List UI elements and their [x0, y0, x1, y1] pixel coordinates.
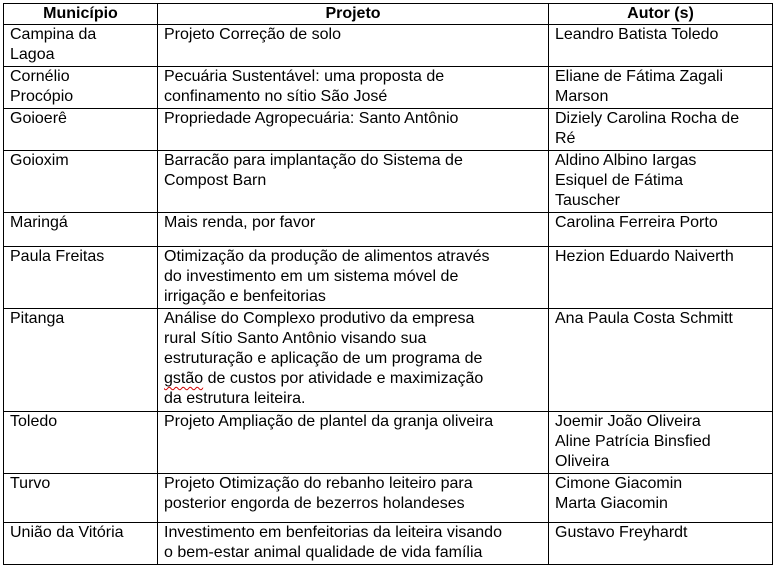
- table-row: [4, 109, 773, 151]
- cell-text-line: Marson: [555, 88, 609, 105]
- cell-text-line: estruturação e aplicação de um programa de: [164, 350, 483, 367]
- table-row: [4, 309, 773, 412]
- misspelled-word: gstão: [164, 370, 204, 387]
- cell-text-line: Tauscher: [555, 192, 620, 209]
- cell-text-line: irrigação e benfeitorias: [164, 288, 326, 305]
- cell-text-line: Análise do Complexo produtivo da empresa: [164, 310, 475, 327]
- cell-autor: [549, 474, 773, 523]
- cell-text-line: da estrutura leiteira.: [164, 390, 306, 407]
- table-row: [4, 213, 773, 247]
- cell-municipio: [4, 412, 158, 474]
- cell-text-line: Projeto Ampliação de plantel da granja oliveira: [164, 413, 494, 430]
- cell-text-line: Mais renda, por favor: [164, 214, 316, 231]
- cell-text-line: Leandro Batista Toledo: [555, 26, 719, 43]
- cell-text-line: Marta Giacomin: [555, 495, 668, 512]
- cell-autor: [549, 151, 773, 213]
- cell-text-line: do investimento em um sistema móvel de: [164, 268, 459, 285]
- cell-text-line: Ré: [555, 130, 576, 147]
- cell-municipio: [4, 109, 158, 151]
- cell-municipio: [4, 523, 158, 565]
- table-row: [4, 25, 773, 67]
- cell-projeto: [158, 474, 549, 523]
- header-projeto: Projeto: [158, 4, 549, 25]
- cell-text-line: Otimização da produção de alimentos através: [164, 248, 490, 265]
- cell-text-line: Hezion Eduardo Naiverth: [555, 248, 734, 265]
- cell-projeto: [158, 309, 549, 412]
- cell-text-line: Diziely Carolina Rocha de: [555, 110, 740, 127]
- cell-projeto: [158, 247, 549, 309]
- cell-autor: [549, 309, 773, 412]
- cell-text-line: Goioxim: [10, 152, 69, 169]
- cell-text-line: Compost Barn: [164, 172, 267, 189]
- cell-projeto: [158, 523, 549, 565]
- cell-text-line: Aldino Albino Iargas: [555, 152, 697, 169]
- cell-municipio: [4, 151, 158, 213]
- cell-text-line: Carolina Ferreira Porto: [555, 214, 718, 231]
- cell-text-line: Projeto Otimização do rebanho leiteiro para: [164, 475, 473, 492]
- cell-municipio: [4, 474, 158, 523]
- table-row: [4, 67, 773, 109]
- cell-text-line: Joemir João Oliveira: [555, 413, 701, 430]
- table-row: [4, 151, 773, 213]
- header-autor: Autor (s): [549, 4, 773, 25]
- cell-text-line: Ana Paula Costa Schmitt: [555, 310, 733, 327]
- table-body: [4, 25, 773, 565]
- cell-text-line: posterior engorda de bezerros holandeses: [164, 495, 465, 512]
- cell-projeto: [158, 109, 549, 151]
- cell-autor: [549, 247, 773, 309]
- cell-municipio: [4, 25, 158, 67]
- table-row: [4, 523, 773, 565]
- cell-text-line: Turvo: [10, 475, 51, 492]
- cell-text-line: Eliane de Fátima Zagali: [555, 68, 724, 85]
- cell-text-line: Campina da: [10, 26, 97, 43]
- cell-text-line: rural Sítio Santo Antônio visando sua: [164, 330, 427, 347]
- cell-projeto: [158, 151, 549, 213]
- cell-projeto: [158, 25, 549, 67]
- cell-text-line: Procópio: [10, 88, 74, 105]
- cell-text-line: Paula Freitas: [10, 248, 105, 265]
- cell-text-line: Pecuária Sustentável: uma proposta de: [164, 68, 445, 85]
- header-municipio: Município: [4, 4, 158, 25]
- cell-text-line: Aline Patrícia Binsfied: [555, 433, 711, 450]
- cell-municipio: [4, 247, 158, 309]
- cell-text-line: Propriedade Agropecuária: Santo Antônio: [164, 110, 459, 127]
- cell-text-line: o bem-estar animal qualidade de vida família: [164, 544, 483, 561]
- cell-text-line: Goioerê: [10, 110, 67, 127]
- cell-autor: [549, 412, 773, 474]
- cell-municipio: [4, 309, 158, 412]
- table-header-row: [4, 4, 773, 25]
- cell-text-line: Barracão para implantação do Sistema de: [164, 152, 463, 169]
- cell-text-line: Esiquel de Fátima: [555, 172, 684, 189]
- cell-text-line: Investimento em benfeitorias da leiteira visando: [164, 524, 502, 541]
- cell-autor: [549, 67, 773, 109]
- cell-text-line: Oliveira: [555, 453, 610, 470]
- cell-text-line: confinamento no sítio São José: [164, 88, 388, 105]
- cell-municipio: [4, 213, 158, 247]
- cell-autor: [549, 523, 773, 565]
- cell-autor: [549, 213, 773, 247]
- cell-autor: [549, 109, 773, 151]
- cell-text-line: Pitanga: [10, 310, 65, 327]
- table-row: [4, 474, 773, 523]
- cell-municipio: [4, 67, 158, 109]
- cell-text-line: Lagoa: [10, 46, 55, 63]
- cell-text-line: Maringá: [10, 214, 68, 231]
- cell-text-line: Cimone Giacomin: [555, 475, 683, 492]
- cell-projeto: [158, 67, 549, 109]
- cell-text-line: União da Vitória: [10, 524, 124, 541]
- projects-table: [3, 3, 773, 565]
- cell-projeto: [158, 213, 549, 247]
- cell-text-line: gstão de custos por atividade e maximização: [164, 370, 484, 387]
- cell-text-line: Toledo: [10, 413, 58, 430]
- cell-autor: [549, 25, 773, 67]
- table-row: [4, 247, 773, 309]
- table-row: [4, 412, 773, 474]
- cell-text-line: Cornélio: [10, 68, 70, 85]
- cell-projeto: [158, 412, 549, 474]
- cell-text-line: Projeto Correção de solo: [164, 26, 341, 43]
- cell-text-line: Gustavo Freyhardt: [555, 524, 688, 541]
